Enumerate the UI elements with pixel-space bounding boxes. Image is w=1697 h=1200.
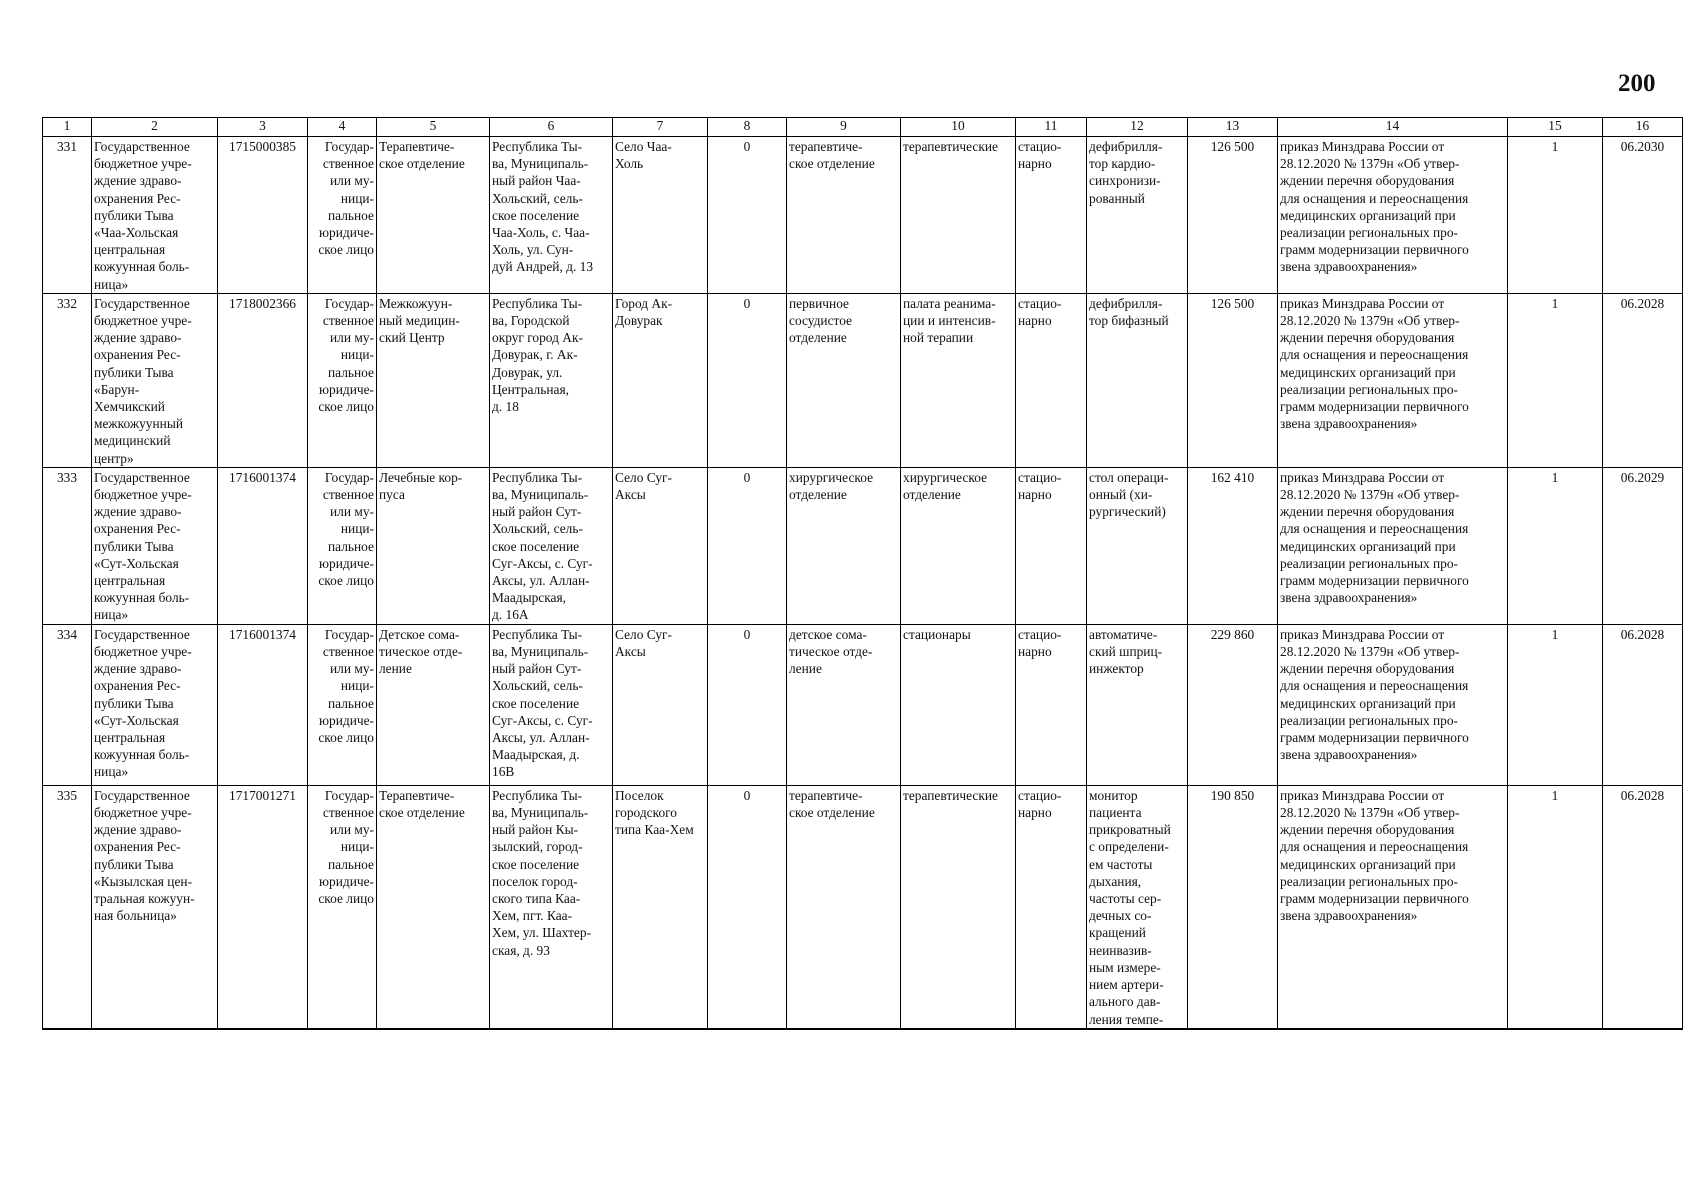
organization-cell: Государственное бюджетное учре- ждение здраво- охранения Рес- публики Тыва «Барун- Хемчикский межкожуунный медицинский центр» [92, 293, 218, 467]
table-row [43, 293, 1683, 467]
column-number-row [43, 118, 1683, 137]
locality-cell: Город Ак- Довурак [613, 293, 708, 467]
page-number: 200 [1618, 70, 1656, 97]
mode-cell: стацио- нарно [1016, 624, 1087, 785]
column-header: 11 [1016, 118, 1087, 137]
date-cell: 06.2029 [1603, 467, 1683, 624]
mode-cell: стацио- нарно [1016, 467, 1087, 624]
address-cell: Республика Ты- ва, Муниципаль- ный район Сут- Хольский, сель- ское поселение Суг-Аксы, с. Суг- Аксы, ул. Аллан- Маадырская, д. 16В [490, 624, 613, 785]
column-header: 8 [708, 118, 787, 137]
row-number-cell: 331 [43, 137, 92, 294]
equipment-cell: дефибрилля- тор кардио- синхронизи- рованный [1087, 137, 1188, 294]
unit-cell: Терапевтиче- ское отделение [377, 785, 490, 1028]
order-cell: приказ Минздрава России от 28.12.2020 № 1379н «Об утвер- ждении перечня оборудования для оснащения и переоснащения медицинских организаций при реализации региональных про- грамм модернизации первичного звена здравоохранения» [1278, 624, 1508, 785]
inn-cell: 1718002366 [218, 293, 308, 467]
order-cell: приказ Минздрава России от 28.12.2020 № 1379н «Об утвер- ждении перечня оборудования для оснащения и переоснащения медицинских организаций при реализации региональных про- грамм модернизации первичного звена здравоохранения» [1278, 293, 1508, 467]
order-cell: приказ Минздрава России от 28.12.2020 № 1379н «Об утвер- ждении перечня оборудования для оснащения и переоснащения медицинских организаций при реализации региональных про- грамм модернизации первичного звена здравоохранения» [1278, 467, 1508, 624]
quantity-cell: 1 [1508, 467, 1603, 624]
row-number-cell: 334 [43, 624, 92, 785]
column-8-cell: 0 [708, 137, 787, 294]
price-cell: 126 500 [1188, 137, 1278, 294]
table-row [43, 467, 1683, 624]
profile-cell: хирургическое отделение [901, 467, 1016, 624]
address-cell: Республика Ты- ва, Городской округ город Ак- Довурак, г. Ак- Довурак, ул. Центральная, д. 18 [490, 293, 613, 467]
order-cell: приказ Минздрава России от 28.12.2020 № 1379н «Об утвер- ждении перечня оборудования для оснащения и переоснащения медицинских организаций при реализации региональных про- грамм модернизации первичного звена здравоохранения» [1278, 137, 1508, 294]
table-row [43, 137, 1683, 294]
mode-cell: стацио- нарно [1016, 785, 1087, 1028]
order-cell: приказ Минздрава России от 28.12.2020 № 1379н «Об утвер- ждении перечня оборудования для оснащения и переоснащения медицинских организаций при реализации региональных про- грамм модернизации первичного звена здравоохранения» [1278, 785, 1508, 1028]
profile-cell: терапевтические [901, 137, 1016, 294]
inn-cell: 1715000385 [218, 137, 308, 294]
quantity-cell: 1 [1508, 785, 1603, 1028]
inn-cell: 1717001271 [218, 785, 308, 1028]
column-header: 14 [1278, 118, 1508, 137]
table-row [43, 785, 1683, 1028]
column-8-cell: 0 [708, 624, 787, 785]
address-cell: Республика Ты- ва, Муниципаль- ный район Чаа- Хольский, сель- ское поселение Чаа-Холь, с. Чаа- Холь, ул. Сун- дуй Андрей, д. 13 [490, 137, 613, 294]
equipment-cell: дефибрилля- тор бифазный [1087, 293, 1188, 467]
unit-cell: Терапевтиче- ское отделение [377, 137, 490, 294]
profile-cell: стационары [901, 624, 1016, 785]
inn-cell: 1716001374 [218, 624, 308, 785]
price-cell: 126 500 [1188, 293, 1278, 467]
mode-cell: стацио- нарно [1016, 293, 1087, 467]
organization-cell: Государственное бюджетное учре- ждение здраво- охранения Рес- публики Тыва «Сут-Хольская центральная кожуунная боль- ница» [92, 467, 218, 624]
organization-cell: Государственное бюджетное учре- ждение здраво- охранения Рес- публики Тыва «Сут-Хольская центральная кожуунная боль- ница» [92, 624, 218, 785]
row-number-cell: 335 [43, 785, 92, 1028]
column-header: 10 [901, 118, 1016, 137]
profile-cell: палата реанима- ции и интенсив- ной терапии [901, 293, 1016, 467]
column-header: 4 [308, 118, 377, 137]
table-row [43, 624, 1683, 785]
department-cell: терапевтиче- ское отделение [787, 785, 901, 1028]
organization-cell: Государственное бюджетное учре- ждение здраво- охранения Рес- публики Тыва «Чаа-Хольская центральная кожуунная боль- ница» [92, 137, 218, 294]
address-cell: Республика Ты- ва, Муниципаль- ный район Сут- Хольский, сель- ское поселение Суг-Аксы, с. Суг- Аксы, ул. Аллан- Маадырская, д. 16А [490, 467, 613, 624]
department-cell: терапевтиче- ское отделение [787, 137, 901, 294]
equipment-cell: автоматиче- ский шприц- инжектор [1087, 624, 1188, 785]
date-cell: 06.2028 [1603, 785, 1683, 1028]
date-cell: 06.2028 [1603, 624, 1683, 785]
equipment-cell: монитор пациента прикроватный с определени- ем частоты дыхания, частоты сер- дечных со- кращений неинвазив- ным измере- нием артери- ального дав- ления темпе- [1087, 785, 1188, 1028]
owner-type-cell: Государ- ственное или му- ници- пальное юридиче- ское лицо [308, 293, 377, 467]
price-cell: 190 850 [1188, 785, 1278, 1028]
owner-type-cell: Государ- ственное или му- ници- пальное юридиче- ское лицо [308, 137, 377, 294]
column-8-cell: 0 [708, 785, 787, 1028]
column-header: 6 [490, 118, 613, 137]
column-header: 1 [43, 118, 92, 137]
unit-cell: Межкожуун- ный медицин- ский Центр [377, 293, 490, 467]
column-header: 13 [1188, 118, 1278, 137]
price-cell: 229 860 [1188, 624, 1278, 785]
locality-cell: Село Чаа- Холь [613, 137, 708, 294]
column-8-cell: 0 [708, 293, 787, 467]
address-cell: Республика Ты- ва, Муниципаль- ный район Кы- зылский, город- ское поселение поселок город- ского типа Каа- Хем, пгт. Каа- Хем, ул. Шахтер- ская, д. 93 [490, 785, 613, 1028]
organization-cell: Государственное бюджетное учре- ждение здраво- охранения Рес- публики Тыва «Кызылская цен- тральная кожуун- ная больница» [92, 785, 218, 1028]
date-cell: 06.2030 [1603, 137, 1683, 294]
department-cell: хирургическое отделение [787, 467, 901, 624]
quantity-cell: 1 [1508, 293, 1603, 467]
inn-cell: 1716001374 [218, 467, 308, 624]
unit-cell: Детское сома- тическое отде- ление [377, 624, 490, 785]
quantity-cell: 1 [1508, 624, 1603, 785]
department-cell: детское сома- тическое отде- ление [787, 624, 901, 785]
equipment-registry-table [42, 117, 1683, 1030]
date-cell: 06.2028 [1603, 293, 1683, 467]
owner-type-cell: Государ- ственное или му- ници- пальное юридиче- ское лицо [308, 624, 377, 785]
column-header: 16 [1603, 118, 1683, 137]
column-header: 9 [787, 118, 901, 137]
row-number-cell: 333 [43, 467, 92, 624]
price-cell: 162 410 [1188, 467, 1278, 624]
equipment-cell: стол операци- онный (хи- рургический) [1087, 467, 1188, 624]
row-number-cell: 332 [43, 293, 92, 467]
quantity-cell: 1 [1508, 137, 1603, 294]
profile-cell: терапевтические [901, 785, 1016, 1028]
owner-type-cell: Государ- ственное или му- ници- пальное юридиче- ское лицо [308, 785, 377, 1028]
column-header: 3 [218, 118, 308, 137]
column-8-cell: 0 [708, 467, 787, 624]
locality-cell: Село Суг- Аксы [613, 624, 708, 785]
column-header: 12 [1087, 118, 1188, 137]
unit-cell: Лечебные кор- пуса [377, 467, 490, 624]
owner-type-cell: Государ- ственное или му- ници- пальное юридиче- ское лицо [308, 467, 377, 624]
column-header: 2 [92, 118, 218, 137]
department-cell: первичное сосудистое отделение [787, 293, 901, 467]
locality-cell: Поселок городского типа Каа-Хем [613, 785, 708, 1028]
column-header: 7 [613, 118, 708, 137]
mode-cell: стацио- нарно [1016, 137, 1087, 294]
column-header: 15 [1508, 118, 1603, 137]
locality-cell: Село Суг- Аксы [613, 467, 708, 624]
column-header: 5 [377, 118, 490, 137]
